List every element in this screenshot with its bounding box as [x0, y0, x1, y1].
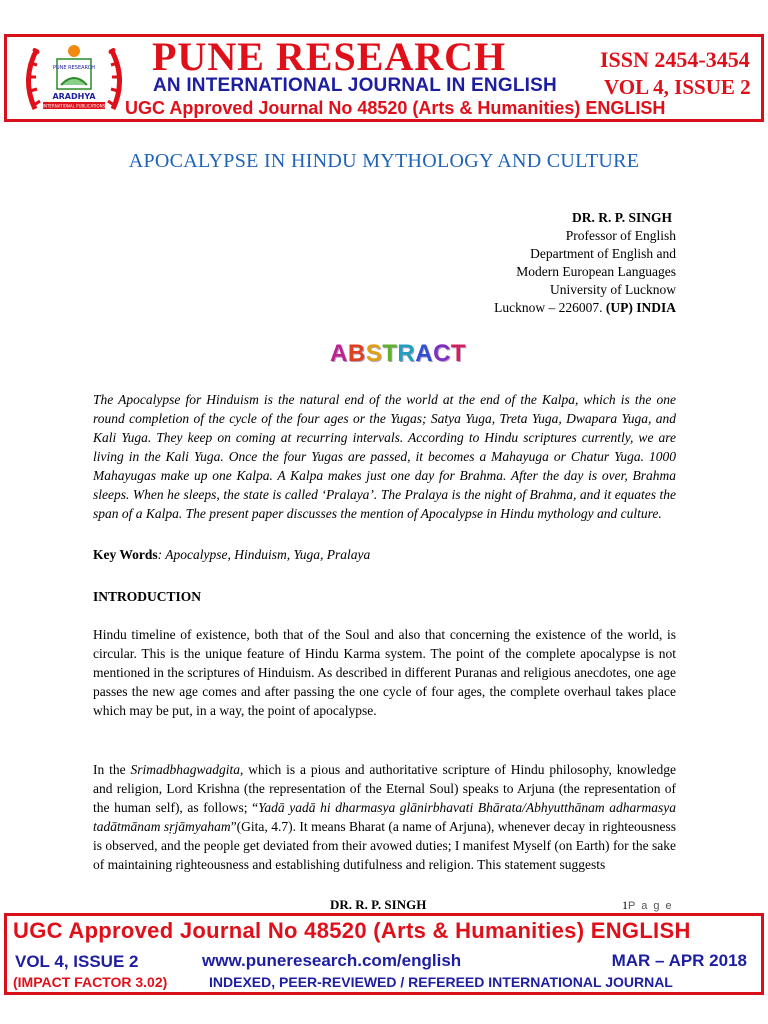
- abstract-heading-letter: S: [365, 340, 383, 367]
- issn: ISSN 2454-3454: [600, 47, 750, 72]
- keywords-label: Key Words: [93, 547, 158, 562]
- impact-factor: (IMPACT FACTOR 3.02): [13, 974, 168, 990]
- scripture-name: Srimadbhagwadgita: [130, 762, 241, 777]
- logo-text-bottom: INTERNATIONAL PUBLICATIONS: [42, 103, 106, 109]
- ugc-approval-line: UGC Approved Journal No 48520 (Arts & Humanities) ENGLISH: [125, 98, 666, 118]
- page-number: [622, 898, 673, 913]
- logo-text-mid: ARADHYA: [52, 92, 96, 101]
- abstract-text: The Apocalypse for Hinduism is the natural end of the world at the end of the Kalpa, which is the one round completion of the cycle of the four ages or the Yugas; Satya Yuga, Treta Yuga, Dwapara Yuga, and Kali Yuga. They keep on coming at recurring intervals. According to Hindu scriptures currently, we are living in the Kali Yuga. Once the four Yugas are passed, it becomes a Mahayuga or Chatur Yuga. 1000 Mahayugas make up one Kalpa. A Kalpa makes just one day for Brahma. After the day is over, Brahma sleeps. When he sleeps, the state is called ‘Pralaya’. The Pralaya is the night of Brahma, and it equates the span of a Kalpa. The present paper discusses the mention of Apocalypse in Hindu mythology and culture.: [93, 392, 676, 521]
- paragraph: [93, 760, 676, 874]
- abstract-heading-letter: C: [433, 340, 451, 367]
- author-affiliation-line: Modern European Languages: [516, 264, 676, 279]
- volume-issue: VOL 4, ISSUE 2: [604, 75, 751, 99]
- abstract-heading-letter: B: [347, 340, 366, 367]
- journal-title: PUNE RESEARCH: [152, 34, 507, 79]
- sanskrit-quote: Yadā yadā hi dharmasya glānirbhavati Bhārata/Abhyutthānam adharmasya tadātmānam sṛjāmyaham: [93, 800, 677, 834]
- author-affiliation-line: Department of English and: [530, 246, 676, 261]
- author-name: DR. R. P. SINGH: [571, 210, 672, 225]
- journal-logo: [15, 39, 133, 119]
- abstract-heading-letter: A: [330, 340, 348, 367]
- footer-date: MAR – APR 2018: [611, 951, 747, 970]
- logo-text-top: PUNE RESEARCH: [52, 65, 96, 71]
- abstract-heading-letter: A: [415, 340, 434, 367]
- author-country: (UP) INDIA: [605, 300, 676, 315]
- footer-ugc-line: UGC Approved Journal No 48520 (Arts & Humanities) ENGLISH: [13, 918, 691, 943]
- paragraph-text: , which is a pious and authoritative scripture of Hindu philosophy, knowledge and religion, Lord Krishna (the representation of the Eternal Soul) speaks to Arjuna (the representation of the human self), as follows; “: [93, 762, 676, 815]
- paragraph-text: In the: [93, 762, 131, 777]
- journal-subtitle: AN INTERNATIONAL JOURNAL IN ENGLISH: [153, 75, 557, 96]
- running-footer-author: DR. R. P. SINGH: [330, 897, 427, 912]
- author-location: [494, 299, 676, 317]
- page-label: P a g e: [628, 900, 674, 912]
- abstract-heading-letter: T: [450, 340, 467, 367]
- paragraph: Hindu timeline of existence, both that of the Soul and also that concerning the existence of the world, is circular. This is the unique feature of Hindu Karma system. The point of the complete apocalypse is not mentioned in the scriptures of Hinduism. As described in different Puranas and religious anecdotes, one age passes the new age comes and after passing the one cycle of four ages, the complete overhaul takes place which may be put, in a way, the point of apocalypse.: [93, 627, 676, 718]
- journal-header: [4, 34, 764, 122]
- author-block: [494, 209, 676, 317]
- keywords: [93, 545, 676, 564]
- journal-footer: [4, 913, 764, 995]
- abstract-heading: [330, 340, 466, 368]
- author-affiliation-line: Professor of English: [565, 228, 676, 243]
- footer-volume: VOL 4, ISSUE 2: [15, 952, 139, 971]
- footer-url[interactable]: www.puneresearch.com/english: [202, 951, 462, 970]
- paragraph-text: ”(Gita, 4.7). It means Bharat (a name of Arjuna), whenever decay in righteousness is observed, and the people get deviated from their avowed duties; I manifest Myself (on Earth) for the sake of maintaining righteousness and establishing dutifulness and religion. This statement suggests: [93, 819, 676, 872]
- indexing-note: INDEXED, PEER-REVIEWED / REFEREED INTERNATIONAL JOURNAL: [209, 974, 673, 990]
- keywords-list: : Apocalypse, Hinduism, Yuga, Pralaya: [157, 547, 371, 562]
- page-number-value: 1: [622, 898, 628, 912]
- abstract-heading-letter: R: [397, 340, 416, 367]
- abstract-heading-letter: T: [382, 340, 398, 367]
- section-heading-introduction: INTRODUCTION: [93, 589, 202, 604]
- author-city: Lucknow – 226007.: [494, 300, 603, 315]
- author-affiliation-line: University of Lucknow: [550, 282, 676, 297]
- article-title: APOCALYPSE IN HINDU MYTHOLOGY AND CULTURE: [128, 150, 640, 172]
